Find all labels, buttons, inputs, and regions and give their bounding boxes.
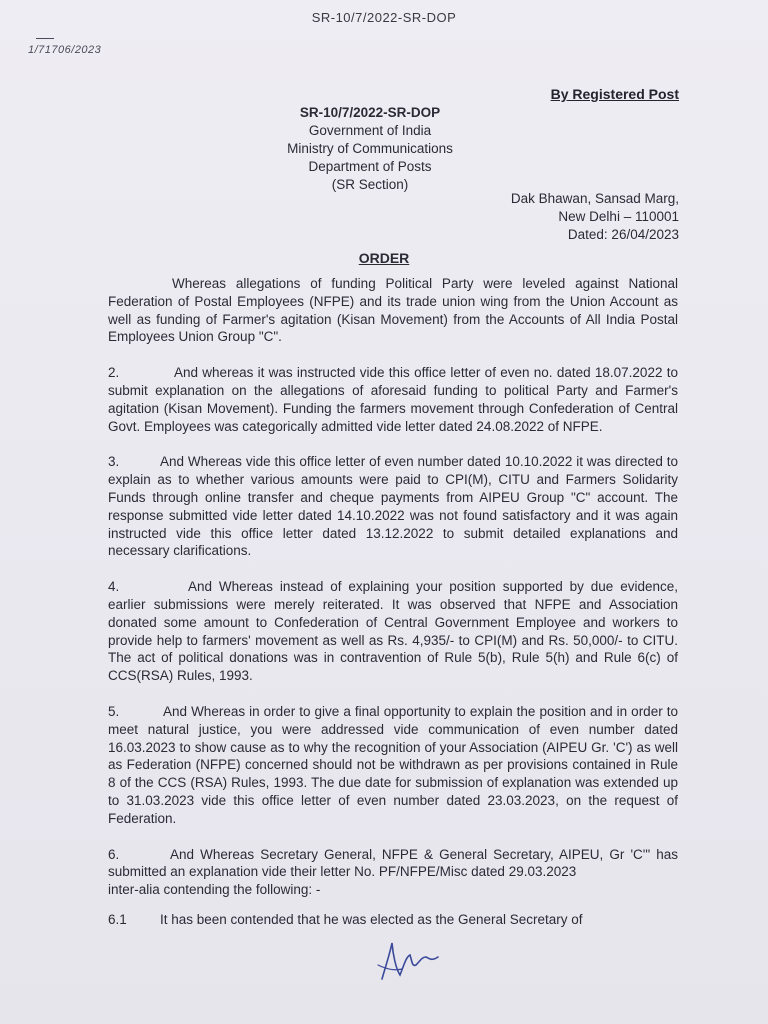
order-title: ORDER [358,250,410,266]
paragraph-3 [108,453,678,560]
paragraph-6-1-text: It has been contended that he was elected as the General Secretary of [160,911,583,927]
office-line-section: (SR Section) [331,177,409,192]
paragraph-6-number: 6. [108,846,120,862]
paragraph-3-number: 3. [108,454,120,470]
address-line-1: Dak Bhawan, Sansad Marg, [510,191,679,206]
document-date: Dated: 26/04/2023 [567,227,679,242]
paragraph-6 [108,846,678,882]
paragraph-6-1-number: 6.1 [108,911,127,927]
paragraph-3-text: And Whereas vide this office letter of even number dated 10.10.2022 it was directed to explain as to whether various amounts were paid to CPI(M), CITU and Farmers Solidarity Funds through online transfer and cheque payments from AIPEU Group "C" account. The response submitted vide letter dated 14.10.2022 was not found satisfactory and it was again instructed vide this office letter dated 13.12.2022 to submit detailed explanations and necessary clarifications. [108,454,678,559]
registered-post-label: By Registered Post [550,86,679,102]
paragraph-2-text: And whereas it was instructed vide this office letter of even no. dated 18.07.2022 to submit explanation on the allegations of aforesaid funding to political Party and Farmer's agitation (Kisan Movement). Funding the farmers movement through Confederation of Central Govt. Employees was categorically admitted vide letter dated 24.08.2022 of NFPE. [108,365,678,434]
handwritten-number: 1/71706/2023 [28,44,102,56]
paragraph-1-text: Whereas allegations of funding Political Party were leveled against National Federation of Postal Employees (NFPE) and its trade union wing from the Union Account as well as funding of Farmer's agitation (Kisan Movement) from the Accounts of All India Postal Employees Union Group "C". [108,276,678,345]
paragraph-1 [108,275,678,346]
handwritten-signature [376,935,446,985]
paragraph-2-number: 2. [108,365,120,381]
office-reference: SR-10/7/2022-SR-DOP [299,105,441,120]
file-reference-top: SR-10/7/2022-SR-DOP [311,10,457,25]
paragraph-6-text: And Whereas Secretary General, NFPE & General Secretary, AIPEU, Gr 'C'" has submitted an explanation vide their letter No. PF/NFPE/Misc dated 29.03.2023 [108,846,678,880]
office-line-ministry: Ministry of Communications [287,141,453,156]
address-line-2: New Delhi – 110001 [558,209,679,224]
office-line-department: Department of Posts [308,159,432,174]
paragraph-5 [108,703,678,828]
office-address [511,190,679,244]
paragraph-4 [108,578,678,685]
paragraph-5-text: And Whereas in order to give a final opportunity to explain the position and in order to meet natural justice, you were addressed vide communication of even number dated 16.03.2023 to show cause as to why the recognition of your Association (AIPEU Gr. 'C') as well as Federation (NFPE) concerned should not be withdrawn as per provisions contained in Rule 8 of the CCS (RSA) Rules, 1993. The due date for submission of explanation was extended up to 31.03.2023 vide this office letter of even number dated 23.03.2023, on the request of Federation. [108,703,678,826]
paragraph-2 [108,364,678,435]
paragraph-5-number: 5. [108,703,120,719]
order-body [108,275,678,947]
paragraph-4-text: And Whereas instead of explaining your position supported by due evidence, earlier submissions were merely reiterated. It was observed that NFPE and Association donated some amount to Confederation of Central Government Employee and workers to provide help to farmers' movement as well as Rs. 4,935/- to CPI(M) and Rs. 50,000/- to CITU. The act of political donations was in contravention of Rule 5(b), Rule 5(h) and Rule 6(c) of CCS(RSA) Rules, 1993. [108,579,678,684]
paragraph-6-continuation-text: inter-alia contending the following: - [108,882,321,898]
handwritten-mark [36,38,54,39]
office-line-government: Government of India [308,123,432,138]
paragraph-4-number: 4. [108,579,120,595]
office-heading [234,104,506,194]
paragraph-6-1 [108,911,678,929]
paragraph-6-continuation [108,881,678,899]
